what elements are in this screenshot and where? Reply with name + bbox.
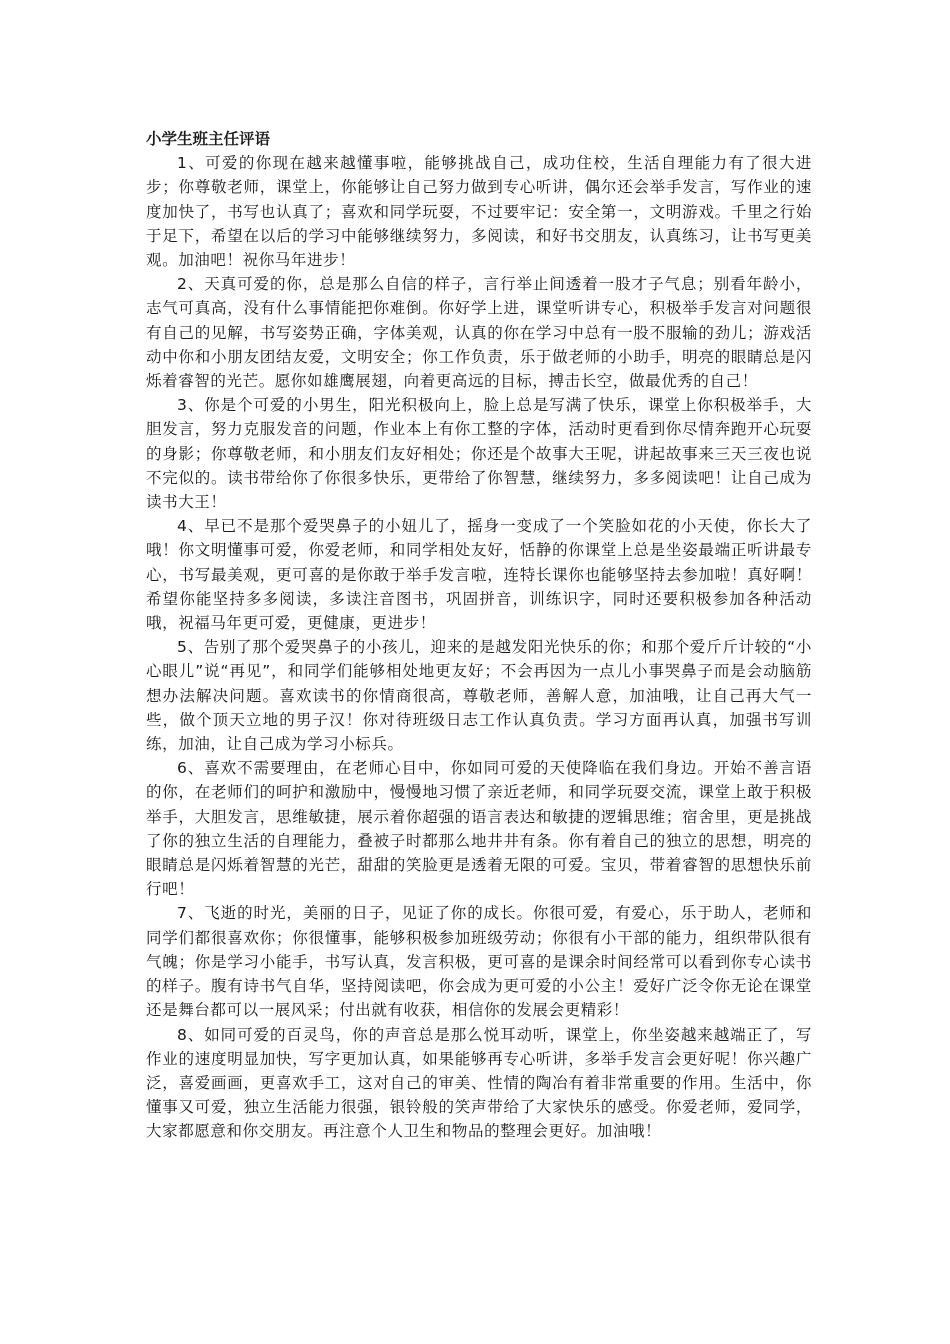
- comment-paragraph-1: 1、可爱的你现在越来越懂事啦，能够挑战自己，成功住校，生活自理能力有了很大进步；你尊敬老师，课堂上，你能够让自己努力做到专心听讲，偶尔还会举手发言，写作业的速度加快了，书写也认真了；喜欢和同学玩耍，不过要牢记：安全第一，文明游戏。千里之行始于足下，希望在以后的学习中能够继续努力，多阅读，和好书交朋友，认真练习，让书写更美观。加油吧！祝你马年进步！: [146, 154, 812, 269]
- comment-paragraph-6: 6、喜欢不需要理由，在老师心目中，你如同可爱的天使降临在我们身边。开始不善言语的你，在老师们的呵护和激励中，慢慢地习惯了亲近老师，和同学玩耍交流，课堂上敢于积极举手，大胆发言，思维敏捷，展示着你超强的语言表达和敏捷的逻辑思维；宿舍里，更是挑战了你的独立生活的自理能力，叠被子时都那么地井井有条。你有着自己的独立的思想，明亮的眼睛总是闪烁着智慧的光芒，甜甜的笑脸更是透着无限的可爱。宝贝，带着睿智的思想快乐前行吧！: [146, 759, 812, 899]
- document-title: 小学生班主任评语: [146, 130, 271, 148]
- comment-paragraph-5: 5、告别了那个爱哭鼻子的小孩儿，迎来的是越发阳光快乐的你；和那个爱斤斤计较的“小心眼儿”说“再见”，和同学们能够相处地更友好；不会再因为一点儿小事哭鼻子而是会动脑筋想办法解决问题。喜欢读书的你情商很高，尊敬老师，善解人意，加油哦，让自己再大气一些，做个顶天立地的男子汉！你对待班级日志工作认真负责。学习方面再认真，加强书写训练，加油，让自己成为学习小标兵。: [146, 638, 812, 754]
- document-page: [146, 127, 812, 1144]
- comment-paragraph-2: 2、天真可爱的你，总是那么自信的样子，言行举止间透着一股才子气息；别看年龄小，志气可真高，没有什么事情能把你难倒。你好学上进，课堂听讲专心，积极举手发言对问题很有自己的见解，书写姿势正确，字体美观，认真的你在学习中总有一股不服输的劲儿；游戏活动中你和小朋友团结友爱，文明安全；你工作负责，乐于做老师的小助手，明亮的眼睛总是闪烁着睿智的光芒。愿你如雄鹰展翅，向着更高远的目标，搏击长空，做最优秀的自己！: [146, 275, 812, 391]
- comment-paragraph-7: 7、飞逝的时光，美丽的日子，见证了你的成长。你很可爱，有爱心，乐于助人，老师和同学们都很喜欢你；你很懂事，能够积极参加班级劳动；你很有小干部的能力，组织带队很有气魄；你是学习小能手，书写认真，发言积极，更可喜的是课余时间经常可以看到你专心读书的样子。腹有诗书气自华，坚持阅读吧，你会成为更可爱的小公主！爱好广泛令你无论在课堂还是舞台都可以一展风采；付出就有收获，相信你的发展会更精彩！: [146, 904, 812, 1020]
- comment-paragraph-8: 8、如同可爱的百灵鸟，你的声音总是那么悦耳动听，课堂上，你坐姿越来越端正了，写作业的速度明显加快，写字更加认真，如果能够再专心听讲，多举手发言会更好呢！你兴趣广泛，喜爱画画，更喜欢手工，这对自己的审美、性情的陶冶有着非常重要的作用。生活中，你懂事又可爱，独立生活能力很强，银铃般的笑声带给了大家快乐的感受。你爱老师，爱同学，大家都愿意和你交朋友。再注意个人卫生和物品的整理会更好。加油哦！: [146, 1025, 812, 1141]
- comment-paragraph-4: 4、早已不是那个爱哭鼻子的小妞儿了，摇身一变成了一个笑脸如花的小天使，你长大了哦！你文明懂事可爱，你爱老师，和同学相处友好，恬静的你课堂上总是坐姿最端正听讲最专心，书写最美观，更可喜的是你敢于举手发言啦，连特长课你也能够坚持去参加啦！真好啊！希望你能坚持多多阅读，多读注音图书，巩固拼音，训练识字，同时还要积极参加各种活动哦，祝福马年更可爱，更健康，更进步！: [146, 517, 812, 633]
- comment-paragraph-3: 3、你是个可爱的小男生，阳光积极向上，脸上总是写满了快乐，课堂上你积极举手，大胆发言，努力克服发音的问题，作业本上有你工整的字体，活动时更看到你尽情奔跑开心玩耍的身影；你尊敬老师，和小朋友们友好相处；你还是个故事大王呢，讲起故事来三天三夜也说不完似的。读书带给你了你很多快乐，更带给了你智慧，继续努力，多多阅读吧！让自己成为读书大王！: [146, 396, 812, 512]
